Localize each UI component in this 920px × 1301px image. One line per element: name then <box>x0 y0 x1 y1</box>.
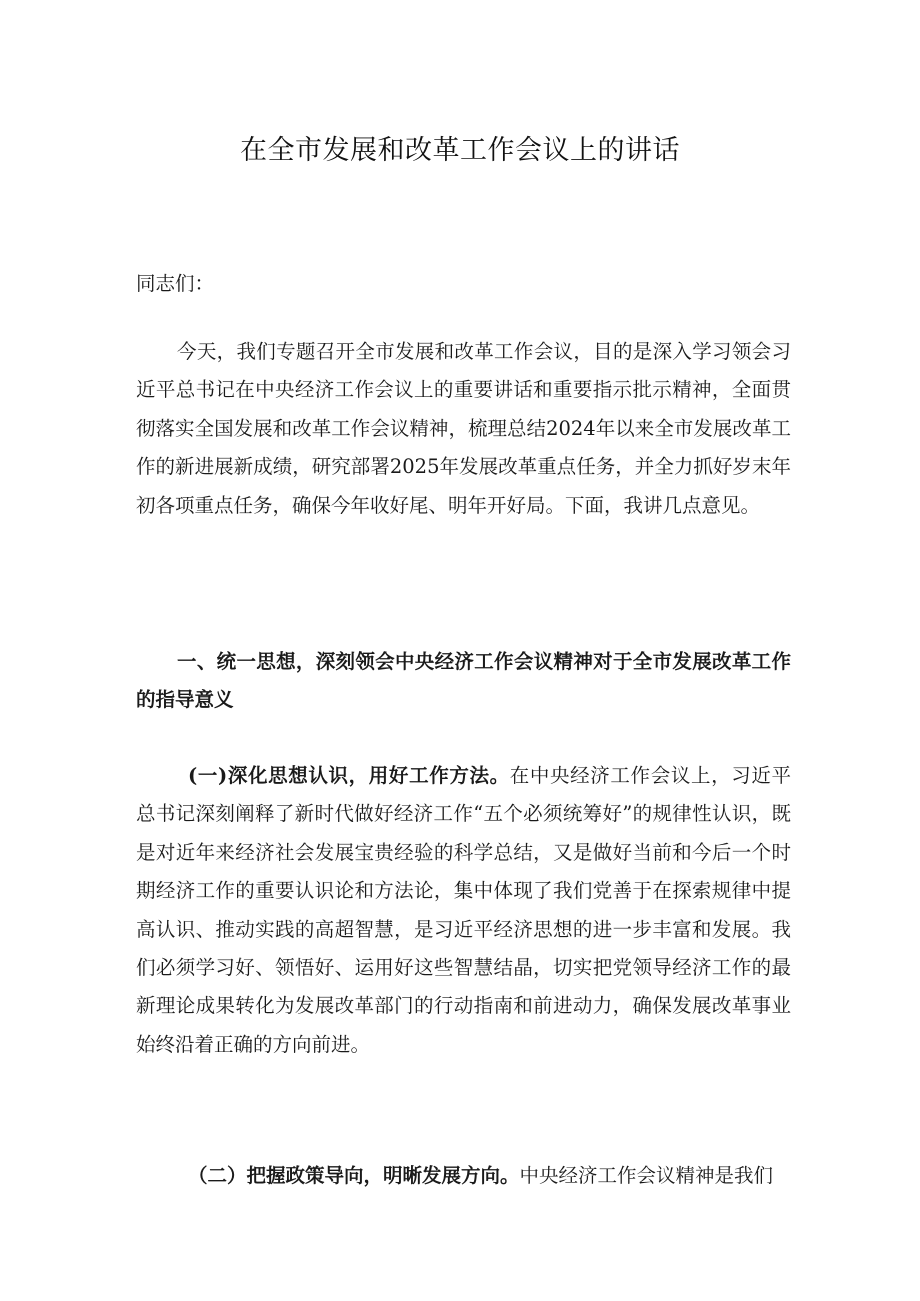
subsection-paragraph-1 <box>136 757 791 1064</box>
subsection-lead-2: （二）把握政策导向，明晰发展方向。 <box>188 1164 520 1187</box>
subsection-text-2: 中央经济工作会议精神是我们 <box>519 1164 774 1187</box>
subsection-text-1: 在中央经济工作会议上，习近平总书记深刻阐释了新时代做好经济工作“五个必须统筹好”的规律性认识，既是对近年来经济社会发展宝贵经验的科学总结，又是做好当前和今后一个时期经济工作的重要认识论和方法论，集中体现了我们党善于在探索规律中提高认识、推动实践的高超智慧，是习近平经济思想的进一步丰富和发展。我们必须学习好、领悟好、运用好这些智慧结晶，切实把党领导经济工作的最新理论成果转化为发展改革部门的行动指南和前进动力，确保发展改革事业始终沿着正确的方向前进。 <box>136 764 791 1056</box>
intro-paragraph: 今天，我们专题召开全市发展和改革工作会议，目的是深入学习领会习近平总书记在中央经济工作会议上的重要讲话和重要指示批示精神，全面贯彻落实全国发展和改革工作会议精神，梳理总结2024年以来全市发展改革工作的新进展新成绩，研究部署2025年发展改革重点任务，并全力抓好岁末年初各项重点任务，确保今年收好尾、明年开好局。下面，我讲几点意见。 <box>136 340 791 517</box>
section-heading-1: 一、统一思想，深刻领会中央经济工作会议精神对于全市发展改革工作的指导意义 <box>136 650 791 712</box>
salutation: 同志们： <box>136 272 215 295</box>
subsection-lead-1: (一)深化思想认识，用好工作方法。 <box>188 764 510 787</box>
document-title: 在全市发展和改革工作会议上的讲话 <box>240 135 680 166</box>
subsection-paragraph-2 <box>136 1157 791 1195</box>
